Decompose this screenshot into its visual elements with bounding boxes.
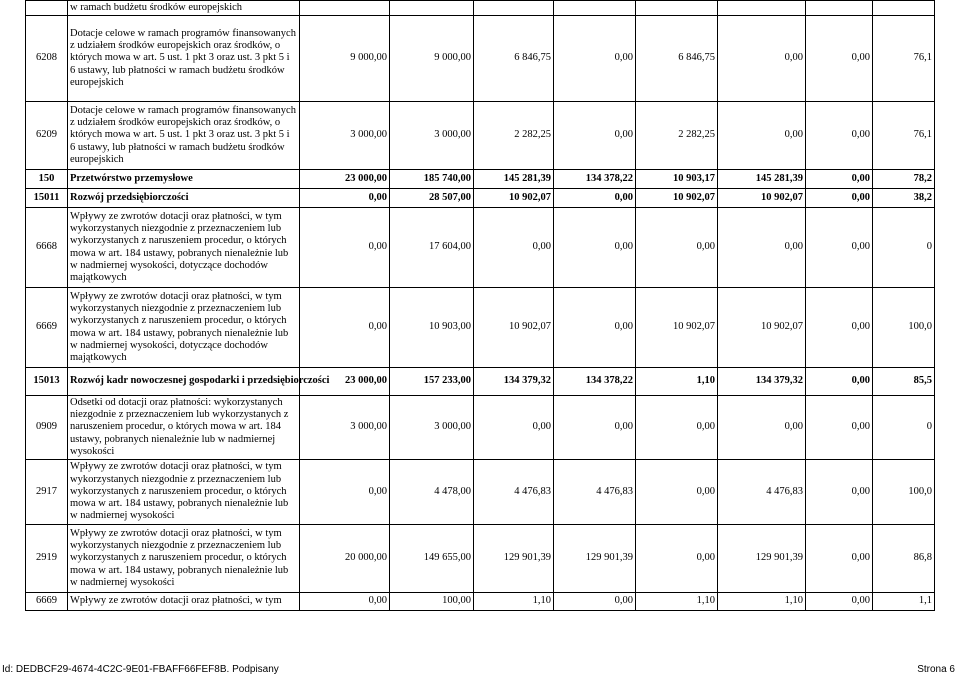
classification-code: 150 bbox=[26, 170, 68, 189]
amount-cell: 9 000,00 bbox=[300, 16, 390, 102]
row-description: Wpływy ze zwrotów dotacji oraz płatności, w tym wykorzystanych niezgodnie z przeznaczeniem lub wykorzystanych z naruszeniem procedur, o których mowa w art. 184 ustawy, pobranych nienależnie lub w nadmiernej wysokości bbox=[68, 525, 300, 593]
amount-cell: 0,00 bbox=[636, 208, 718, 288]
document-id-footer: Id: DEDBCF29-4674-4C2C-9E01-FBAFF66FEF8B. Podpisany bbox=[2, 664, 279, 675]
classification-code: 2917 bbox=[26, 460, 68, 525]
amount-cell: 129 901,39 bbox=[474, 525, 554, 593]
amount-cell: 0,00 bbox=[806, 396, 873, 460]
row-description: Rozwój kadr nowoczesnej gospodarki i przedsiębiorczości bbox=[68, 368, 300, 396]
amount-cell: 9 000,00 bbox=[390, 16, 474, 102]
amount-cell: 4 476,83 bbox=[474, 460, 554, 525]
amount-cell: 0,00 bbox=[806, 460, 873, 525]
amount-cell: 0 bbox=[873, 208, 935, 288]
amount-cell: 10 903,17 bbox=[636, 170, 718, 189]
amount-cell bbox=[474, 1, 554, 16]
classification-code: 0909 bbox=[26, 396, 68, 460]
amount-cell: 3 000,00 bbox=[390, 396, 474, 460]
amount-cell: 129 901,39 bbox=[554, 525, 636, 593]
amount-cell: 0 bbox=[873, 396, 935, 460]
amount-cell: 86,8 bbox=[873, 525, 935, 593]
amount-cell: 0,00 bbox=[554, 189, 636, 208]
amount-cell: 1,1 bbox=[873, 593, 935, 611]
amount-cell: 0,00 bbox=[718, 208, 806, 288]
amount-cell: 23 000,00 bbox=[300, 368, 390, 396]
summary-row bbox=[26, 170, 935, 189]
amount-cell: 1,10 bbox=[636, 368, 718, 396]
amount-cell bbox=[390, 1, 474, 16]
amount-cell: 3 000,00 bbox=[300, 102, 390, 170]
amount-cell: 10 902,07 bbox=[636, 189, 718, 208]
amount-cell: 134 379,32 bbox=[718, 368, 806, 396]
amount-cell: 134 378,22 bbox=[554, 368, 636, 396]
amount-cell: 3 000,00 bbox=[300, 396, 390, 460]
amount-cell: 0,00 bbox=[300, 460, 390, 525]
table-row bbox=[26, 208, 935, 288]
amount-cell: 0,00 bbox=[474, 208, 554, 288]
amount-cell: 0,00 bbox=[300, 189, 390, 208]
amount-cell bbox=[718, 1, 806, 16]
row-description: Rozwój przedsiębiorczości bbox=[68, 189, 300, 208]
classification-code: 6669 bbox=[26, 288, 68, 368]
amount-cell: 185 740,00 bbox=[390, 170, 474, 189]
amount-cell: 0,00 bbox=[806, 170, 873, 189]
amount-cell: 20 000,00 bbox=[300, 525, 390, 593]
amount-cell: 134 378,22 bbox=[554, 170, 636, 189]
amount-cell: 28 507,00 bbox=[390, 189, 474, 208]
table-row bbox=[26, 525, 935, 593]
amount-cell: 0,00 bbox=[554, 288, 636, 368]
amount-cell: 76,1 bbox=[873, 102, 935, 170]
classification-code: 6668 bbox=[26, 208, 68, 288]
table-body bbox=[26, 1, 935, 611]
row-description: Dotacje celowe w ramach programów finansowanych z udziałem środków europejskich oraz środków, o których mowa w art. 5 ust. 1 pkt 3 oraz ust. 3 pkt 5 i 6 ustawy, lub płatności w ramach budżetu środków europejskich bbox=[68, 102, 300, 170]
row-description: Wpływy ze zwrotów dotacji oraz płatności, w tym bbox=[68, 593, 300, 611]
amount-cell: 0,00 bbox=[554, 16, 636, 102]
amount-cell: 0,00 bbox=[300, 288, 390, 368]
classification-code: 6669 bbox=[26, 593, 68, 611]
table-row bbox=[26, 288, 935, 368]
amount-cell: 134 379,32 bbox=[474, 368, 554, 396]
row-description: Odsetki od dotacji oraz płatności: wykorzystanych niezgodnie z przeznaczeniem lub wykorzystanych z naruszeniem procedur, o których mowa w art. 184 ustawy, pobranych nienależnie lub w nadmiernej wysokości bbox=[68, 396, 300, 460]
table-row bbox=[26, 16, 935, 102]
row-description: Przetwórstwo przemysłowe bbox=[68, 170, 300, 189]
amount-cell: 23 000,00 bbox=[300, 170, 390, 189]
amount-cell: 10 902,07 bbox=[474, 288, 554, 368]
classification-code: 15011 bbox=[26, 189, 68, 208]
amount-cell: 2 282,25 bbox=[474, 102, 554, 170]
summary-row bbox=[26, 368, 935, 396]
table-row bbox=[26, 460, 935, 525]
amount-cell: 10 902,07 bbox=[718, 189, 806, 208]
amount-cell: 10 902,07 bbox=[474, 189, 554, 208]
amount-cell: 6 846,75 bbox=[636, 16, 718, 102]
amount-cell: 0,00 bbox=[554, 593, 636, 611]
classification-code: 6208 bbox=[26, 16, 68, 102]
amount-cell: 0,00 bbox=[636, 396, 718, 460]
amount-cell bbox=[873, 1, 935, 16]
amount-cell: 0,00 bbox=[718, 396, 806, 460]
amount-cell: 4 476,83 bbox=[718, 460, 806, 525]
row-description: Wpływy ze zwrotów dotacji oraz płatności, w tym wykorzystanych niezgodnie z przeznaczeniem lub wykorzystanych z naruszeniem procedur, o których mowa w art. 184 ustawy, pobranych nienależnie lub w nadmiernej wysokości, dotyczące dochodów majątkowych bbox=[68, 288, 300, 368]
amount-cell: 0,00 bbox=[718, 16, 806, 102]
row-description: Dotacje celowe w ramach programów finansowanych z udziałem środków europejskich oraz środków, o których mowa w art. 5 ust. 1 pkt 3 oraz ust. 3 pkt 5 i 6 ustawy, lub płatności w ramach budżetu środków europejskich bbox=[68, 16, 300, 102]
amount-cell: 0,00 bbox=[806, 593, 873, 611]
row-description: Wpływy ze zwrotów dotacji oraz płatności, w tym wykorzystanych niezgodnie z przeznaczeniem lub wykorzystanych z naruszeniem procedur, o których mowa w art. 184 ustawy, pobranych nienależnie lub w nadmiernej wysokości, dotyczące dochodów majątkowych bbox=[68, 208, 300, 288]
amount-cell: 10 903,00 bbox=[390, 288, 474, 368]
amount-cell: 100,0 bbox=[873, 288, 935, 368]
amount-cell: 0,00 bbox=[806, 288, 873, 368]
amount-cell: 0,00 bbox=[636, 460, 718, 525]
page-number-footer: Strona 6 bbox=[917, 664, 955, 675]
classification-code: 15013 bbox=[26, 368, 68, 396]
classification-code bbox=[26, 1, 68, 16]
amount-cell: 10 902,07 bbox=[718, 288, 806, 368]
amount-cell: 6 846,75 bbox=[474, 16, 554, 102]
summary-row bbox=[26, 189, 935, 208]
amount-cell: 0,00 bbox=[806, 102, 873, 170]
amount-cell: 78,2 bbox=[873, 170, 935, 189]
amount-cell bbox=[554, 1, 636, 16]
amount-cell: 100,0 bbox=[873, 460, 935, 525]
amount-cell: 85,5 bbox=[873, 368, 935, 396]
table-row bbox=[26, 102, 935, 170]
amount-cell: 76,1 bbox=[873, 16, 935, 102]
classification-code: 6209 bbox=[26, 102, 68, 170]
amount-cell: 0,00 bbox=[806, 368, 873, 396]
amount-cell: 1,10 bbox=[474, 593, 554, 611]
row-description: w ramach budżetu środków europejskich bbox=[68, 1, 300, 16]
amount-cell: 157 233,00 bbox=[390, 368, 474, 396]
amount-cell: 4 476,83 bbox=[554, 460, 636, 525]
budget-table bbox=[25, 0, 935, 611]
amount-cell bbox=[300, 1, 390, 16]
amount-cell: 145 281,39 bbox=[718, 170, 806, 189]
amount-cell: 0,00 bbox=[806, 525, 873, 593]
amount-cell: 0,00 bbox=[300, 593, 390, 611]
amount-cell: 1,10 bbox=[636, 593, 718, 611]
amount-cell: 100,00 bbox=[390, 593, 474, 611]
amount-cell: 10 902,07 bbox=[636, 288, 718, 368]
table-row bbox=[26, 593, 935, 611]
amount-cell: 0,00 bbox=[806, 189, 873, 208]
amount-cell: 1,10 bbox=[718, 593, 806, 611]
table-row bbox=[26, 396, 935, 460]
table-row bbox=[26, 1, 935, 16]
amount-cell: 0,00 bbox=[300, 208, 390, 288]
amount-cell: 0,00 bbox=[636, 525, 718, 593]
amount-cell bbox=[806, 1, 873, 16]
amount-cell: 0,00 bbox=[554, 396, 636, 460]
amount-cell: 17 604,00 bbox=[390, 208, 474, 288]
amount-cell: 145 281,39 bbox=[474, 170, 554, 189]
amount-cell: 3 000,00 bbox=[390, 102, 474, 170]
amount-cell: 2 282,25 bbox=[636, 102, 718, 170]
amount-cell: 0,00 bbox=[554, 208, 636, 288]
amount-cell: 0,00 bbox=[554, 102, 636, 170]
amount-cell: 129 901,39 bbox=[718, 525, 806, 593]
classification-code: 2919 bbox=[26, 525, 68, 593]
amount-cell: 0,00 bbox=[806, 16, 873, 102]
amount-cell bbox=[636, 1, 718, 16]
row-description: Wpływy ze zwrotów dotacji oraz płatności, w tym wykorzystanych niezgodnie z przeznaczeniem lub wykorzystanych z naruszeniem procedur, o których mowa w art. 184 ustawy, pobranych nienależnie lub w nadmiernej wysokości bbox=[68, 460, 300, 525]
amount-cell: 0,00 bbox=[474, 396, 554, 460]
amount-cell: 0,00 bbox=[806, 208, 873, 288]
amount-cell: 149 655,00 bbox=[390, 525, 474, 593]
amount-cell: 0,00 bbox=[718, 102, 806, 170]
amount-cell: 38,2 bbox=[873, 189, 935, 208]
amount-cell: 4 478,00 bbox=[390, 460, 474, 525]
